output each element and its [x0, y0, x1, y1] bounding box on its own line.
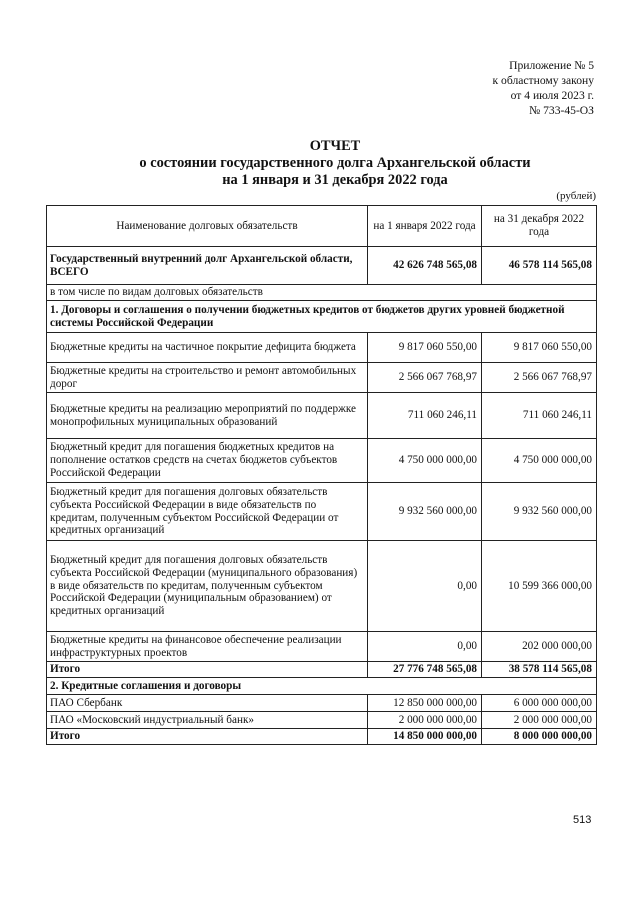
appendix-line: № 733-45-ОЗ: [529, 104, 594, 117]
by-type-row: [47, 285, 597, 301]
section2-total-row: [47, 729, 597, 745]
table-row: [47, 363, 597, 393]
title-line: о состоянии государственного долга Архангельской области: [139, 155, 531, 171]
row-name: Бюджетный кредит для погашения долговых обязательств субъекта Российской Федерации (муниципального образования) в виде обязательств по кредитам, полученным субъектом Российской Федерации (муниципальным образованием) от кредитных организаций: [47, 541, 368, 632]
row-name: Бюджетный кредит для погашения долговых обязательств субъекта Российской Федерации в виде обязательств по кредитам, полученным субъектом Российской Федерации от кредитных организаций: [47, 483, 368, 541]
row-v2: 9 932 560 000,00: [482, 483, 597, 541]
row-v2: 202 000 000,00: [482, 632, 597, 662]
header-name: Наименование долговых обязательств: [47, 206, 368, 247]
units-label: (рублей): [556, 190, 596, 202]
section1-total-row: [47, 662, 597, 678]
debt-report-table: [46, 205, 597, 745]
row-v2: 10 599 366 000,00: [482, 541, 597, 632]
table-row: [47, 712, 597, 729]
appendix-line: от 4 июля 2023 г.: [510, 89, 594, 102]
row-v2: 2 566 067 768,97: [482, 363, 597, 393]
section2-total-label: Итого: [47, 729, 368, 745]
row-v1: 9 932 560 000,00: [368, 483, 482, 541]
section2-total-v1: 14 850 000 000,00: [368, 729, 482, 745]
appendix-line: к областному закону: [492, 74, 594, 87]
page-number: 513: [573, 814, 592, 826]
row-name: ПАО «Московский индустриальный банк»: [47, 712, 368, 729]
table-header-row: [47, 206, 597, 247]
row-name: Бюджетные кредиты на реализацию мероприятий по поддержке монопрофильных муниципальных образований: [47, 393, 368, 439]
by-type-label: в том числе по видам долговых обязательств: [47, 285, 597, 301]
row-name: Бюджетный кредит для погашения бюджетных кредитов на пополнение остатков средств на счетах бюджетов субъектов Российской Федерации: [47, 439, 368, 483]
total-debt-row: [47, 247, 597, 285]
row-name: Бюджетные кредиты на строительство и ремонт автомобильных дорог: [47, 363, 368, 393]
header-col1: на 1 января 2022 года: [368, 206, 482, 247]
row-v2: 9 817 060 550,00: [482, 333, 597, 363]
row-name: Бюджетные кредиты на частичное покрытие дефицита бюджета: [47, 333, 368, 363]
table-row: [47, 541, 597, 632]
table-row: [47, 393, 597, 439]
row-name: Бюджетные кредиты на финансовое обеспечение реализации инфраструктурных проектов: [47, 632, 368, 662]
section2-total-v2: 8 000 000 000,00: [482, 729, 597, 745]
row-v1: 711 060 246,11: [368, 393, 482, 439]
row-v1: 0,00: [368, 632, 482, 662]
appendix-line: Приложение № 5: [509, 59, 594, 72]
section1-total-v1: 27 776 748 565,08: [368, 662, 482, 678]
section1-title: 1. Договоры и соглашения о получении бюджетных кредитов от бюджетов других уровней бюджетной системы Российской Федерации: [47, 301, 597, 333]
row-v2: 711 060 246,11: [482, 393, 597, 439]
section2-title: 2. Кредитные соглашения и договоры: [47, 678, 597, 695]
table-row: [47, 333, 597, 363]
total-debt-v2: 46 578 114 565,08: [482, 247, 597, 285]
title-line: на 1 января и 31 декабря 2022 года: [222, 172, 448, 188]
table-row: [47, 695, 597, 712]
section2-title-row: [47, 678, 597, 695]
row-v1: 12 850 000 000,00: [368, 695, 482, 712]
table-row: [47, 483, 597, 541]
row-v1: 4 750 000 000,00: [368, 439, 482, 483]
section1-total-label: Итого: [47, 662, 368, 678]
title-line: ОТЧЕТ: [309, 138, 361, 154]
section1-total-v2: 38 578 114 565,08: [482, 662, 597, 678]
report-title: [60, 138, 610, 189]
section1-title-row: [47, 301, 597, 333]
row-v2: 4 750 000 000,00: [482, 439, 597, 483]
row-v1: 0,00: [368, 541, 482, 632]
row-v2: 6 000 000 000,00: [482, 695, 597, 712]
total-debt-v1: 42 626 748 565,08: [368, 247, 482, 285]
total-debt-name: Государственный внутренний долг Архангельской области, ВСЕГО: [47, 247, 368, 285]
table-row: [47, 439, 597, 483]
row-v2: 2 000 000 000,00: [482, 712, 597, 729]
header-col2: на 31 декабря 2022 года: [482, 206, 597, 247]
row-v1: 9 817 060 550,00: [368, 333, 482, 363]
row-v1: 2 566 067 768,97: [368, 363, 482, 393]
row-name: ПАО Сбербанк: [47, 695, 368, 712]
table-row: [47, 632, 597, 662]
appendix-block: [470, 58, 594, 118]
row-v1: 2 000 000 000,00: [368, 712, 482, 729]
